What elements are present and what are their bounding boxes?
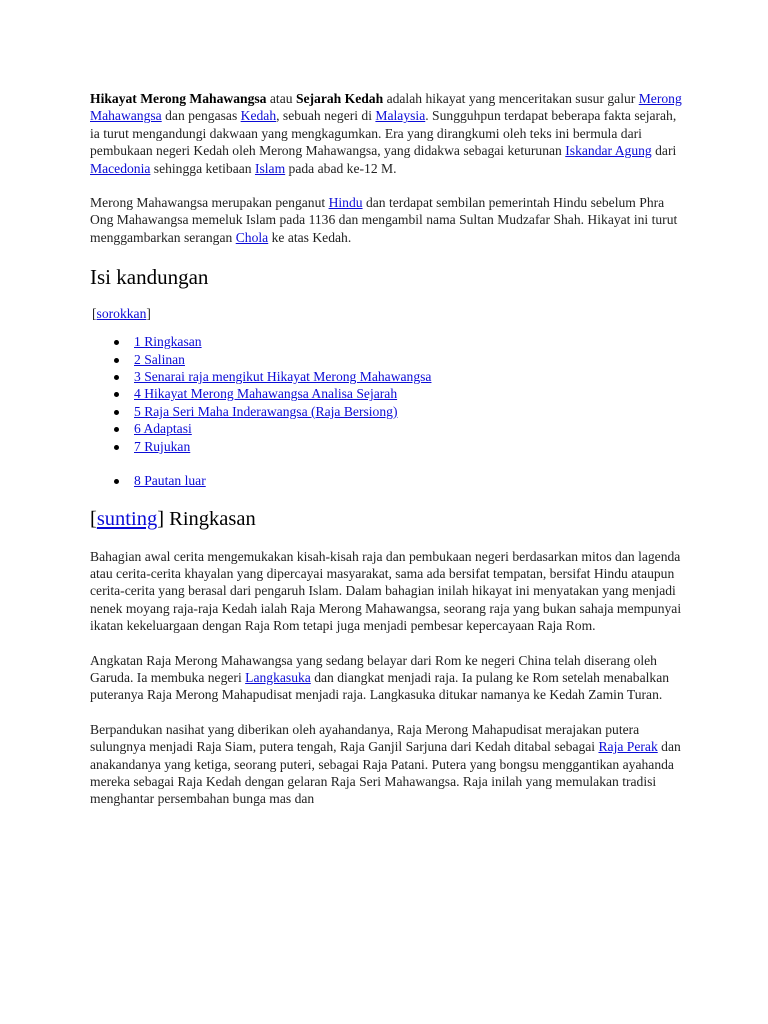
paragraph-text: Bahagian awal cerita mengemukakan kisah-kisah raja dan pembukaan negeri berdasarkan mitos dan lagenda atau cerita-cerita khayalan yang dipercayai masyarakat, sama ada bersifat tempatan, bersifat Hindu ataupun cerita-cerita yang berasal dari pengaruh Islam. Dalam bahagian inilah hikayat ini menyatakan yang menjadi nenek moyang raja-raja Kedah ialah Raja Merong Mahawangsa, seorang raja yang bukan sahaja mempunyai ikatan kekeluargaan dengan Raja Rom tetapi juga menjadi pembesar kepercayaan Raja Rom. — [90, 548, 682, 634]
inline-link-merong-mahawangsa[interactable]: Merong Mahawangsa — [90, 91, 682, 124]
toc-link-analisa-sejarah[interactable]: 4 Hikayat Merong Mahawangsa Analisa Sejarah — [134, 386, 398, 402]
toc-title: Isi kandungan — [90, 265, 209, 290]
toc-item — [90, 385, 686, 402]
bullet-icon — [114, 410, 119, 415]
toc-item — [90, 368, 686, 385]
toc-list — [90, 333, 686, 455]
paragraph-text: dari — [651, 143, 677, 159]
paragraph-text: dan diangkat menjadi raja. Ia pulang ke Rom setelah menabalkan puteranya Raja Merong Mahapudisat menjadi raja. Langkasuka ditukar namanya ke Kedah Zamin Turan. — [90, 669, 670, 703]
bold-term: Hikayat Merong Mahawangsa — [90, 91, 267, 106]
toc-list-extra — [90, 472, 686, 489]
bullet-icon — [114, 340, 119, 345]
inline-link-malaysia[interactable]: Malaysia — [375, 108, 426, 124]
bullet-icon — [114, 358, 119, 363]
toc-link-raja-bersiong[interactable]: 5 Raja Seri Maha Inderawangsa (Raja Bersiong) — [134, 403, 398, 419]
bullet-icon — [114, 392, 119, 397]
inline-link-raja-perak[interactable]: Raja Perak — [598, 739, 658, 755]
toc-link-rujukan[interactable]: 7 Rujukan — [134, 438, 191, 454]
paragraph-text: pada abad ke-12 M. — [285, 160, 397, 176]
toc-item — [90, 351, 686, 368]
toc-toggle — [92, 305, 686, 322]
toc-item — [90, 403, 686, 420]
toc-link-pautan-luar[interactable]: 8 Pautan luar — [134, 473, 206, 489]
edit-close-bracket: ] — [157, 507, 165, 530]
paragraph-text: Angkatan Raja Merong Mahawangsa yang sedang belayar dari Rom ke negeri China telah diserang oleh Garuda. Ia membuka negeri — [90, 652, 657, 685]
intro-paragraph-2 — [90, 194, 686, 246]
bold-term: Sejarah Kedah — [295, 91, 384, 106]
ringkasan-paragraph-1 — [90, 548, 686, 635]
section-heading-ringkasan — [90, 506, 686, 532]
inline-link-chola[interactable]: Chola — [235, 229, 269, 245]
inline-link-islam[interactable]: Islam — [254, 160, 286, 176]
inline-link-langkasuka[interactable]: Langkasuka — [245, 669, 311, 685]
ringkasan-paragraph-3 — [90, 721, 686, 808]
bullet-icon — [114, 479, 119, 484]
paragraph-text: dan anakandanya yang ketiga, seorang puteri, sebagai Raja Patani. Putera yang bongsu menggantikan ayahanda mereka sebagai Raja Kedah dengan gelaran Raja Seri Mahawangsa. Raja inilah yang memulakan tradisi menghantar persembahan bunga mas dan — [90, 739, 681, 807]
intro-paragraph-1 — [90, 90, 686, 177]
edit-open-bracket: [ — [90, 507, 97, 530]
paragraph-text: adalah hikayat yang menceritakan susur galur — [383, 91, 639, 106]
toc-link-senarai-raja[interactable]: 3 Senarai raja mengikut Hikayat Merong Mahawangsa — [134, 369, 432, 385]
toc-item — [90, 472, 686, 489]
ringkasan-paragraph-2 — [90, 652, 686, 704]
toc-item — [90, 333, 686, 350]
paragraph-text: dan pengasas — [161, 108, 241, 124]
paragraph-text: Berpandukan nasihat yang diberikan oleh ayahandanya, Raja Merong Mahapudisat merajakan putera sulungnya menjadi Raja Siam, putera tengah, Raja Ganjil Sarjuna dari Kedah ditabal sebagai — [90, 721, 640, 755]
toc-item — [90, 420, 686, 437]
toc-toggle-close-bracket: ] — [146, 306, 151, 322]
paragraph-text: dan terdapat sembilan pemerintah Hindu sebelum Phra Ong Mahawangsa memeluk Islam pada 1136 dan mengambil nama Sultan Mudzafar Shah. Hikayat ini turut menggambarkan serangan — [90, 195, 678, 245]
toc-toggle-open-bracket: [ — [92, 306, 97, 322]
paragraph-text: ke atas Kedah. — [268, 229, 352, 245]
inline-link-hindu[interactable]: Hindu — [328, 195, 363, 211]
inline-link-kedah[interactable]: Kedah — [240, 108, 277, 124]
article-body — [90, 90, 686, 808]
paragraph-text: . Sungguhpun terdapat beberapa fakta sejarah, ia turut mengandungi dakwaan yang mengkagumkan. Era yang dirangkumi oleh teks ini bermula dari pembukaan negeri Kedah oleh Merong Mahawangsa, yang didakwa sebagai keturunan — [90, 108, 677, 159]
paragraph-text: Merong Mahawangsa merupakan penganut — [90, 195, 329, 211]
toc-link-salinan[interactable]: 2 Salinan — [134, 351, 185, 367]
edit-section-link[interactable]: sunting — [96, 507, 158, 530]
bullet-icon — [114, 427, 119, 432]
paragraph-text: , sebuah negeri di — [276, 108, 376, 124]
inline-link-macedonia[interactable]: Macedonia — [90, 160, 151, 176]
table-of-contents — [90, 264, 686, 489]
section-title-text: Ringkasan — [164, 507, 256, 530]
toc-item — [90, 438, 686, 455]
toc-link-adaptasi[interactable]: 6 Adaptasi — [134, 421, 192, 437]
bullet-icon — [114, 445, 119, 450]
paragraph-text: atau — [266, 91, 296, 106]
paragraph-text: sehingga ketibaan — [150, 160, 255, 176]
inline-link-iskandar-agung[interactable]: Iskandar Agung — [565, 143, 652, 159]
toc-link-ringkasan[interactable]: 1 Ringkasan — [134, 334, 202, 350]
toc-hide-link[interactable]: sorokkan — [96, 306, 147, 322]
bullet-icon — [114, 375, 119, 380]
